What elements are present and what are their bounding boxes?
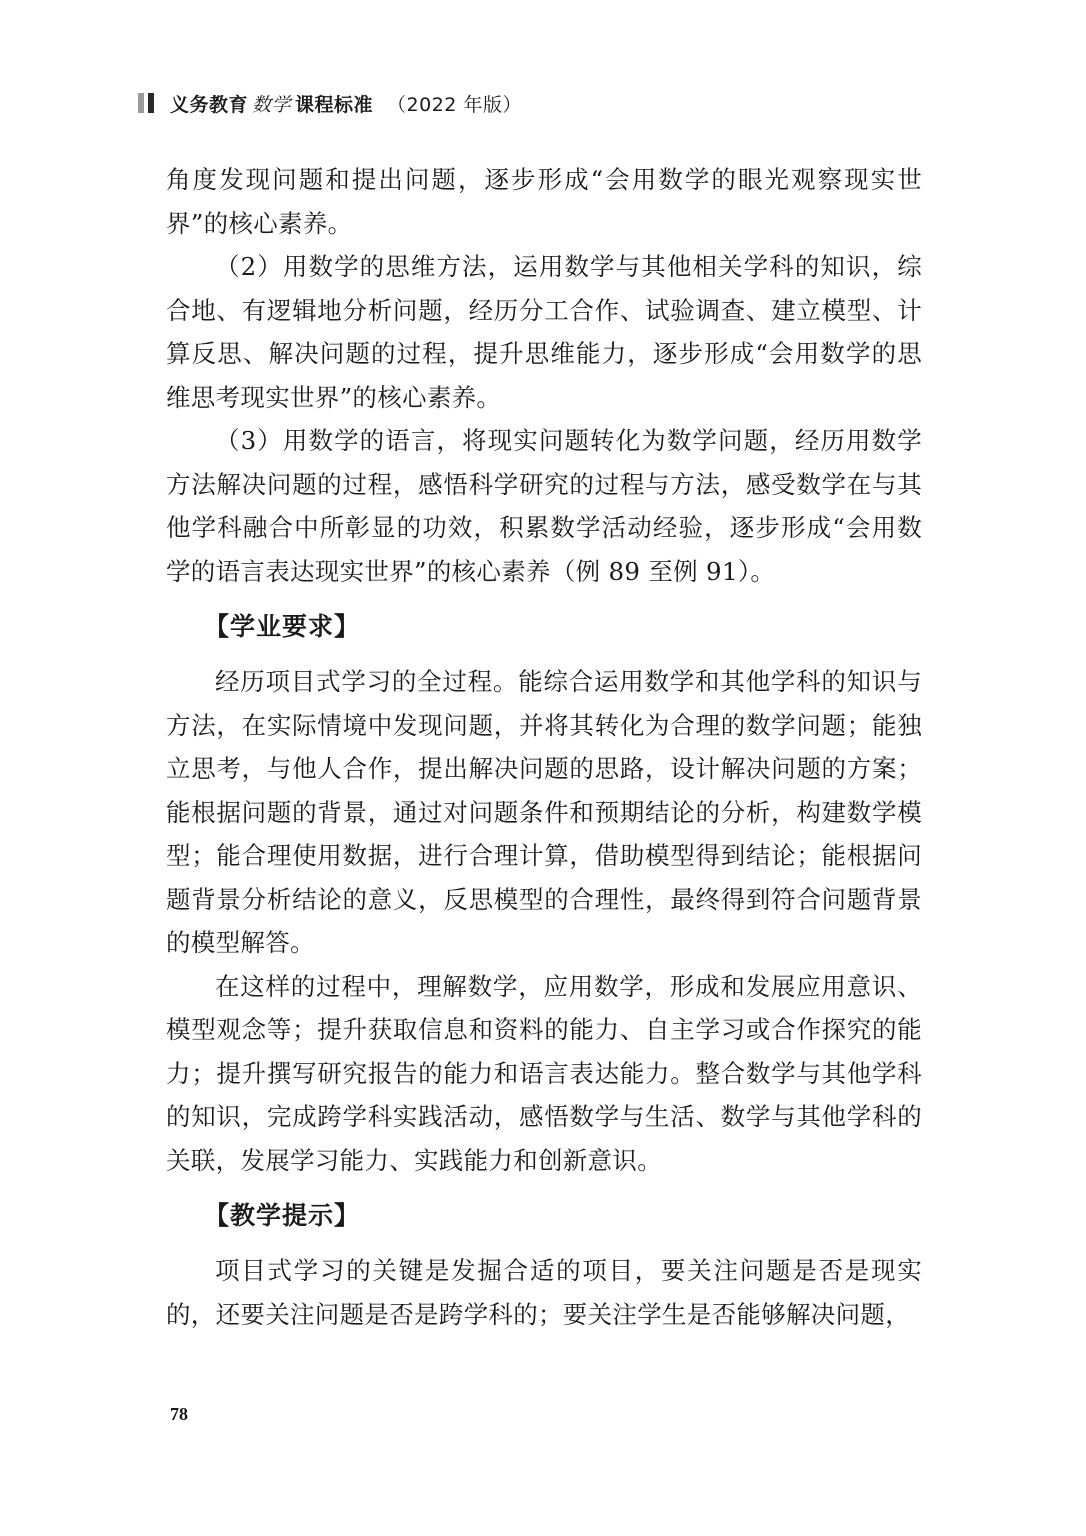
book-title-part2: 课程标准 (295, 93, 374, 116)
header-bar-light (138, 93, 144, 113)
paragraph-item-2: （2）用数学的思维方法，运用数学与其他相关学科的知识，综合地、有逻辑地分析问题，经历分工合作、试验调查、建立模型、计算反思、解决问题的过程，提升思维能力，逐步形成“会用数学的思维思考现实世界”的核心素养。 (166, 252, 922, 412)
paragraph-continued: 角度发现问题和提出问题，逐步形成“会用数学的眼光观察现实世界”的核心素养。 (166, 165, 922, 238)
page-body (166, 158, 922, 1336)
paragraph-teaching-1: 项目式学习的关键是发掘合适的项目，要关注问题是否是现实的，还要关注问题是否是跨学科的；要关注学生是否能够解决问题， (166, 1256, 922, 1329)
page-number: 78 (170, 1404, 188, 1424)
section-heading-academic-requirements: 【学业要求】 (204, 612, 361, 641)
paragraph-academic-2: 在这样的过程中，理解数学，应用数学，形成和发展应用意识、模型观念等；提升获取信息和资料的能力、自主学习或合作探究的能力；提升撰写研究报告的能力和语言表达能力。整合数学与其他学科的知识，完成跨学科实践活动，感悟数学与生活、数学与其他学科的关联，发展学习能力、实践能力和创新意识。 (166, 971, 922, 1175)
header-bars-decoration (138, 93, 158, 113)
running-header (138, 90, 522, 116)
book-edition: （2022 年版） (387, 93, 522, 116)
book-title-subject: 数学 (252, 93, 292, 116)
book-title-part1: 义务教育 (170, 93, 249, 116)
header-bar-dark (148, 93, 154, 113)
paragraph-academic-1: 经历项目式学习的全过程。能综合运用数学和其他学科的知识与方法，在实际情境中发现问题，并将其转化为合理的数学问题；能独立思考，与他人合作，提出解决问题的思路，设计解决问题的方案；能根据问题的背景，通过对问题条件和预期结论的分析，构建数学模型；能合理使用数据，进行合理计算，借助模型得到结论；能根据问题背景分析结论的意义，反思模型的合理性，最终得到符合问题背景的模型解答。 (166, 667, 922, 957)
paragraph-item-3: （3）用数学的语言，将现实问题转化为数学问题，经历用数学方法解决问题的过程，感悟科学研究的过程与方法，感受数学在与其他学科融合中所彰显的功效，积累数学活动经验，逐步形成“会用数学的语言表达现实世界”的核心素养（例 89 至例 91）。 (166, 426, 922, 586)
section-heading-teaching-tips: 【教学提示】 (204, 1201, 361, 1230)
book-title (170, 90, 522, 117)
